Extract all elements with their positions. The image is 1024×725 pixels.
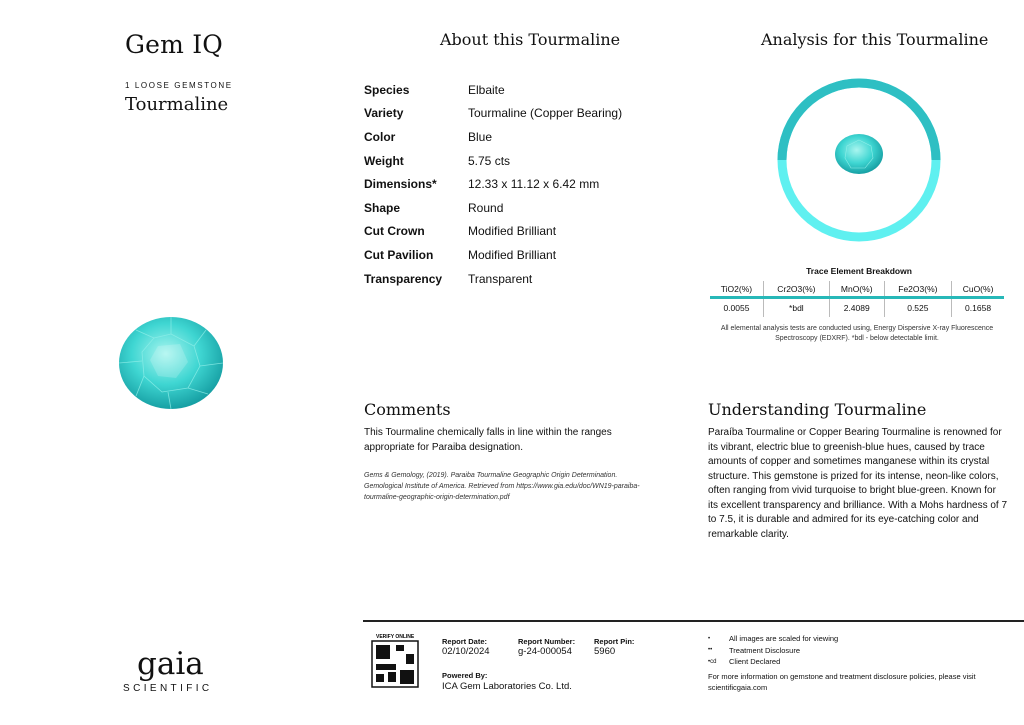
spec-row — [364, 267, 664, 291]
trace-value-cell: 0.1658 — [952, 298, 1004, 318]
legend-symbol: • — [708, 635, 711, 642]
citation-text: Gems & Gemology, (2019). Paraiba Tourmaline Geographic Origin Determination. Gemological Institute of America. Retrieved from https://www.gia.edu/doc/WN19-paraiba-tourmaline-geographic-origin-determination.pdf — [364, 472, 640, 501]
legend-text: Client Declared — [729, 657, 781, 667]
specs-table — [364, 78, 664, 290]
spec-value: 12.33 x 11.12 x 6.42 mm — [468, 177, 600, 192]
analysis-section-title: Analysis for this Tourmaline — [761, 30, 989, 49]
report-number-label: Report Number: — [518, 637, 576, 646]
trace-header-cell: Fe2O3(%) — [884, 281, 952, 298]
spec-label: Color — [364, 129, 396, 144]
trace-value-cell: 2.4089 — [829, 298, 884, 318]
report-pin-label: Report Pin: — [594, 637, 635, 646]
legend-item — [708, 645, 838, 657]
trace-element-table — [710, 281, 1004, 317]
understanding-section-title: Understanding Tourmaline — [708, 400, 927, 419]
trace-header-cell: Cr2O3(%) — [763, 281, 829, 298]
report-date-value: 02/10/2024 — [442, 646, 490, 657]
analysis-note: All elemental analysis tests are conducted using, Energy Dispersive X-ray Fluorescence Spectroscopy (EDXRF). *bdl - below detectable limit. — [720, 325, 994, 342]
spec-label: Transparency — [364, 271, 443, 286]
spec-value: Elbaite — [468, 82, 505, 97]
spec-label: Variety — [364, 106, 404, 121]
spec-label: Cut Crown — [364, 224, 425, 239]
spec-row — [364, 220, 664, 244]
spec-value: Blue — [468, 129, 493, 144]
spec-row — [364, 196, 664, 220]
spec-value: 5.75 cts — [468, 153, 511, 168]
trace-header-cell: TiO2(%) — [710, 281, 763, 298]
more-info-text: For more information on gemstone and treatment disclosure policies, please visit scientificgaia.com — [708, 672, 976, 692]
analysis-ring-chart — [777, 78, 941, 242]
footer-legend — [708, 633, 838, 668]
spec-label: Dimensions* — [364, 177, 437, 192]
comments-text: This Tourmaline chemically falls in line within the ranges appropriate for Paraiba designation. — [364, 427, 612, 453]
spec-value: Modified Brilliant — [468, 247, 557, 262]
report-number-value: g-24-000054 — [518, 646, 572, 657]
spec-label: Shape — [364, 200, 401, 215]
spec-row — [364, 102, 664, 126]
gaia-logo: gaia — [137, 646, 204, 682]
gemstone-count-label: 1 LOOSE GEMSTONE — [125, 81, 233, 90]
powered-by-label: Powered By: — [442, 671, 488, 680]
verify-qr-code[interactable] — [362, 632, 426, 690]
spec-value: Tourmaline (Copper Bearing) — [468, 106, 623, 121]
legend-symbol: •cd — [708, 658, 717, 665]
spec-label: Cut Pavilion — [364, 247, 434, 262]
report-pin-value: 5960 — [594, 646, 616, 657]
spec-row — [364, 149, 664, 173]
spec-row — [364, 78, 664, 102]
gemstone-name: Tourmaline — [125, 94, 229, 115]
comments-section-title: Comments — [364, 400, 451, 419]
trace-element-title: Trace Element Breakdown — [806, 266, 912, 276]
spec-value: Transparent — [468, 271, 533, 286]
legend-item — [708, 656, 838, 668]
spec-row — [364, 172, 664, 196]
powered-by-value: ICA Gem Laboratories Co. Ltd. — [442, 681, 572, 692]
footer-divider — [363, 620, 1024, 622]
spec-value: Modified Brilliant — [468, 224, 557, 239]
spec-label: Weight — [364, 153, 404, 168]
legend-text: Treatment Disclosure — [729, 645, 800, 655]
legend-text: All images are scaled for viewing — [729, 634, 839, 644]
spec-row — [364, 125, 664, 149]
ring-gemstone-image — [835, 134, 883, 174]
spec-row — [364, 243, 664, 267]
trace-value-cell: *bdl — [763, 298, 829, 318]
spec-label: Species — [364, 82, 410, 97]
gemstone-image — [118, 316, 224, 410]
report-date-label: Report Date: — [442, 637, 488, 646]
spec-value: Round — [468, 200, 504, 215]
legend-item — [708, 633, 838, 645]
qr-verify-text: VERIFY ONLINE — [376, 634, 415, 640]
gaia-logo-subtitle: SCIENTIFIC — [123, 683, 213, 694]
trace-header-cell: CuO(%) — [952, 281, 1004, 298]
trace-value-cell: 0.0055 — [723, 303, 750, 313]
trace-header-cell: MnO(%) — [829, 281, 884, 298]
understanding-text: Paraíba Tourmaline or Copper Bearing Tourmaline is renowned for its vibrant, electric blue to greenish-blue hues, caused by trace amounts of copper and sometimes manganese within its crystal structure. This gemstone is prized for its intense, neon-like colors, often ranging from vivid turquoise to bright blue-green. Known for its excellent transparency and brilliance. With a Mohs hardness of 7 to 7.5, it is durable and admired for its eye-catching color and remarkable clarity. — [708, 427, 1008, 540]
trace-value-cell: 0.525 — [884, 298, 952, 318]
legend-symbol: •• — [708, 647, 713, 654]
about-section-title: About this Tourmaline — [440, 30, 621, 49]
brand-title: Gem IQ — [125, 30, 223, 59]
